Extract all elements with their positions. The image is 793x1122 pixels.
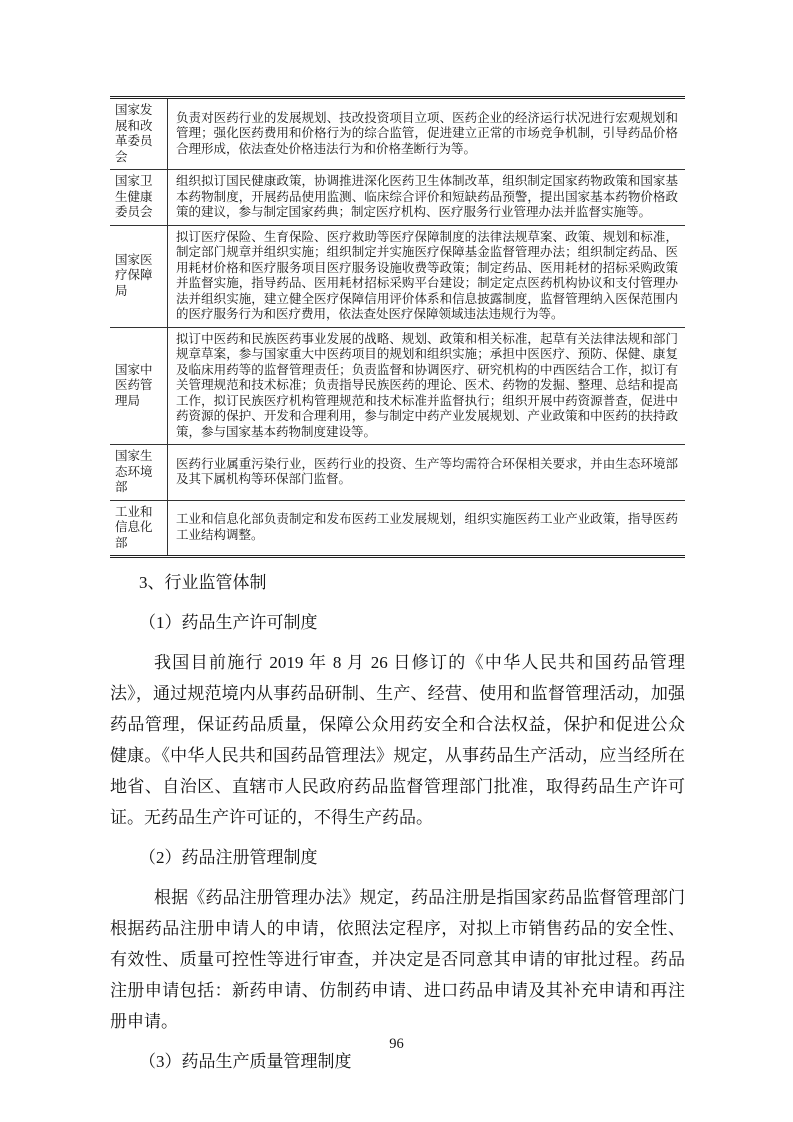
subsection-1-heading: （1）药品生产许可制度 (139, 613, 318, 632)
table-row (110, 327, 685, 445)
duty-cell: 负责对医药行业的发展规划、技改投资项目立项、医药企业的经济运行状况进行宏观规划和管理；强化医药费用和价格行为的综合监管，促进建立正常的市场竞争机制，引导药品价格合理形成，依法查处价格违法行为和价格垄断行为等。 (168, 98, 686, 170)
duty-cell: 医药行业属重污染行业，医药行业的投资、生产等均需符合环保相关要求，并由生态环境部及其下属机构等环保部门监督。 (168, 445, 686, 501)
agency-cell: 国家发展和改革委员会 (110, 98, 168, 170)
paragraph-drug-production-license: 我国目前施行 2019 年 8 月 26 日修订的《中华人民共和国药品管理法》，通过规范境内从事药品研制、生产、经营、使用和监督管理活动，加强药品管理，保证药品质量，保障公众用药安全和合法权益，保护和促进公众健康。《中华人民共和国药品管理法》规定，从事药品生产活动，应当经所在地省、自治区、直辖市人民政府药品监督管理部门批准，取得药品生产许可证。无药品生产许可证的，不得生产药品。 (110, 653, 685, 827)
duty-cell: 拟订医疗保险、生育保险、医疗救助等医疗保障制度的法律法规草案、政策、规划和标准，制定部门规章并组织实施；组织制定并实施医疗保障基金监督管理办法；组织制定药品、医用耗材价格和医疗服务项目医疗服务设施收费等政策；制定药品、医用耗材的招标采购政策并监督实施，指导药品、医用耗材招标采购平台建设；制定定点医药机构协议和支付管理办法并组织实施，建立健全医疗保障信用评价体系和信息披露制度，监督管理纳入医保范围内的医疗服务行为和医疗费用，依法查处医疗保障领域违法违规行为等。 (168, 225, 686, 327)
subsection-2-heading: （2）药品注册管理制度 (139, 848, 318, 867)
table-row (110, 170, 685, 226)
page-number: 96 (389, 1036, 404, 1052)
agency-cell: 国家生态环境部 (110, 445, 168, 501)
agency-cell: 国家医疗保障局 (110, 225, 168, 327)
table-row (110, 500, 685, 557)
paragraph-drug-registration: 根据《药品注册管理办法》规定，药品注册是指国家药品监督管理部门根据药品注册申请人的申请，依照法定程序，对拟上市销售药品的安全性、有效性、质量可控性等进行审查，并决定是否同意其申请的审批过程。药品注册申请包括：新药申请、仿制药申请、进口药品申请及其补充申请和再注册申请。 (110, 888, 685, 1031)
agency-cell: 国家卫生健康委员会 (110, 170, 168, 226)
table-row (110, 445, 685, 501)
table-row (110, 98, 685, 170)
table-row (110, 225, 685, 327)
agency-cell: 工业和信息化部 (110, 500, 168, 557)
duty-cell: 组织拟订国民健康政策，协调推进深化医药卫生体制改革，组织制定国家药物政策和国家基本药物制度，开展药品使用监测、临床综合评价和短缺药品预警，提出国家基本药物价格政策的建议，参与制定国家药典；制定医疗机构、医疗服务行业管理办法并监督实施等。 (168, 170, 686, 226)
duty-cell: 工业和信息化部负责制定和发布医药工业发展规划，组织实施医药工业产业政策，指导医药工业结构调整。 (168, 500, 686, 557)
section-heading: 3、行业监管体制 (139, 573, 267, 592)
regulators-table (110, 96, 685, 558)
agency-cell: 国家中医药管理局 (110, 327, 168, 445)
duty-cell: 拟订中医药和民族医药事业发展的战略、规划、政策和相关标准，起草有关法律法规和部门规章草案，参与国家重大中医药项目的规划和组织实施；承担中医医疗、预防、保健、康复及临床用药等的监督管理责任；负责监督和协调医疗、研究机构的中西医结合工作，拟订有关管理规范和技术标准；负责指导民族医药的理论、医术、药物的发掘、整理、总结和提高工作，拟订民族医疗机构管理规范和技术标准并监督执行；组织开展中药资源普查，促进中药资源的保护、开发和合理利用，参与制定中药产业发展规划、产业政策和中医药的扶持政策，参与国家基本药物制度建设等。 (168, 327, 686, 445)
body-text-area (110, 567, 685, 1077)
subsection-3-heading: （3）药品生产质量管理制度 (139, 1052, 352, 1071)
